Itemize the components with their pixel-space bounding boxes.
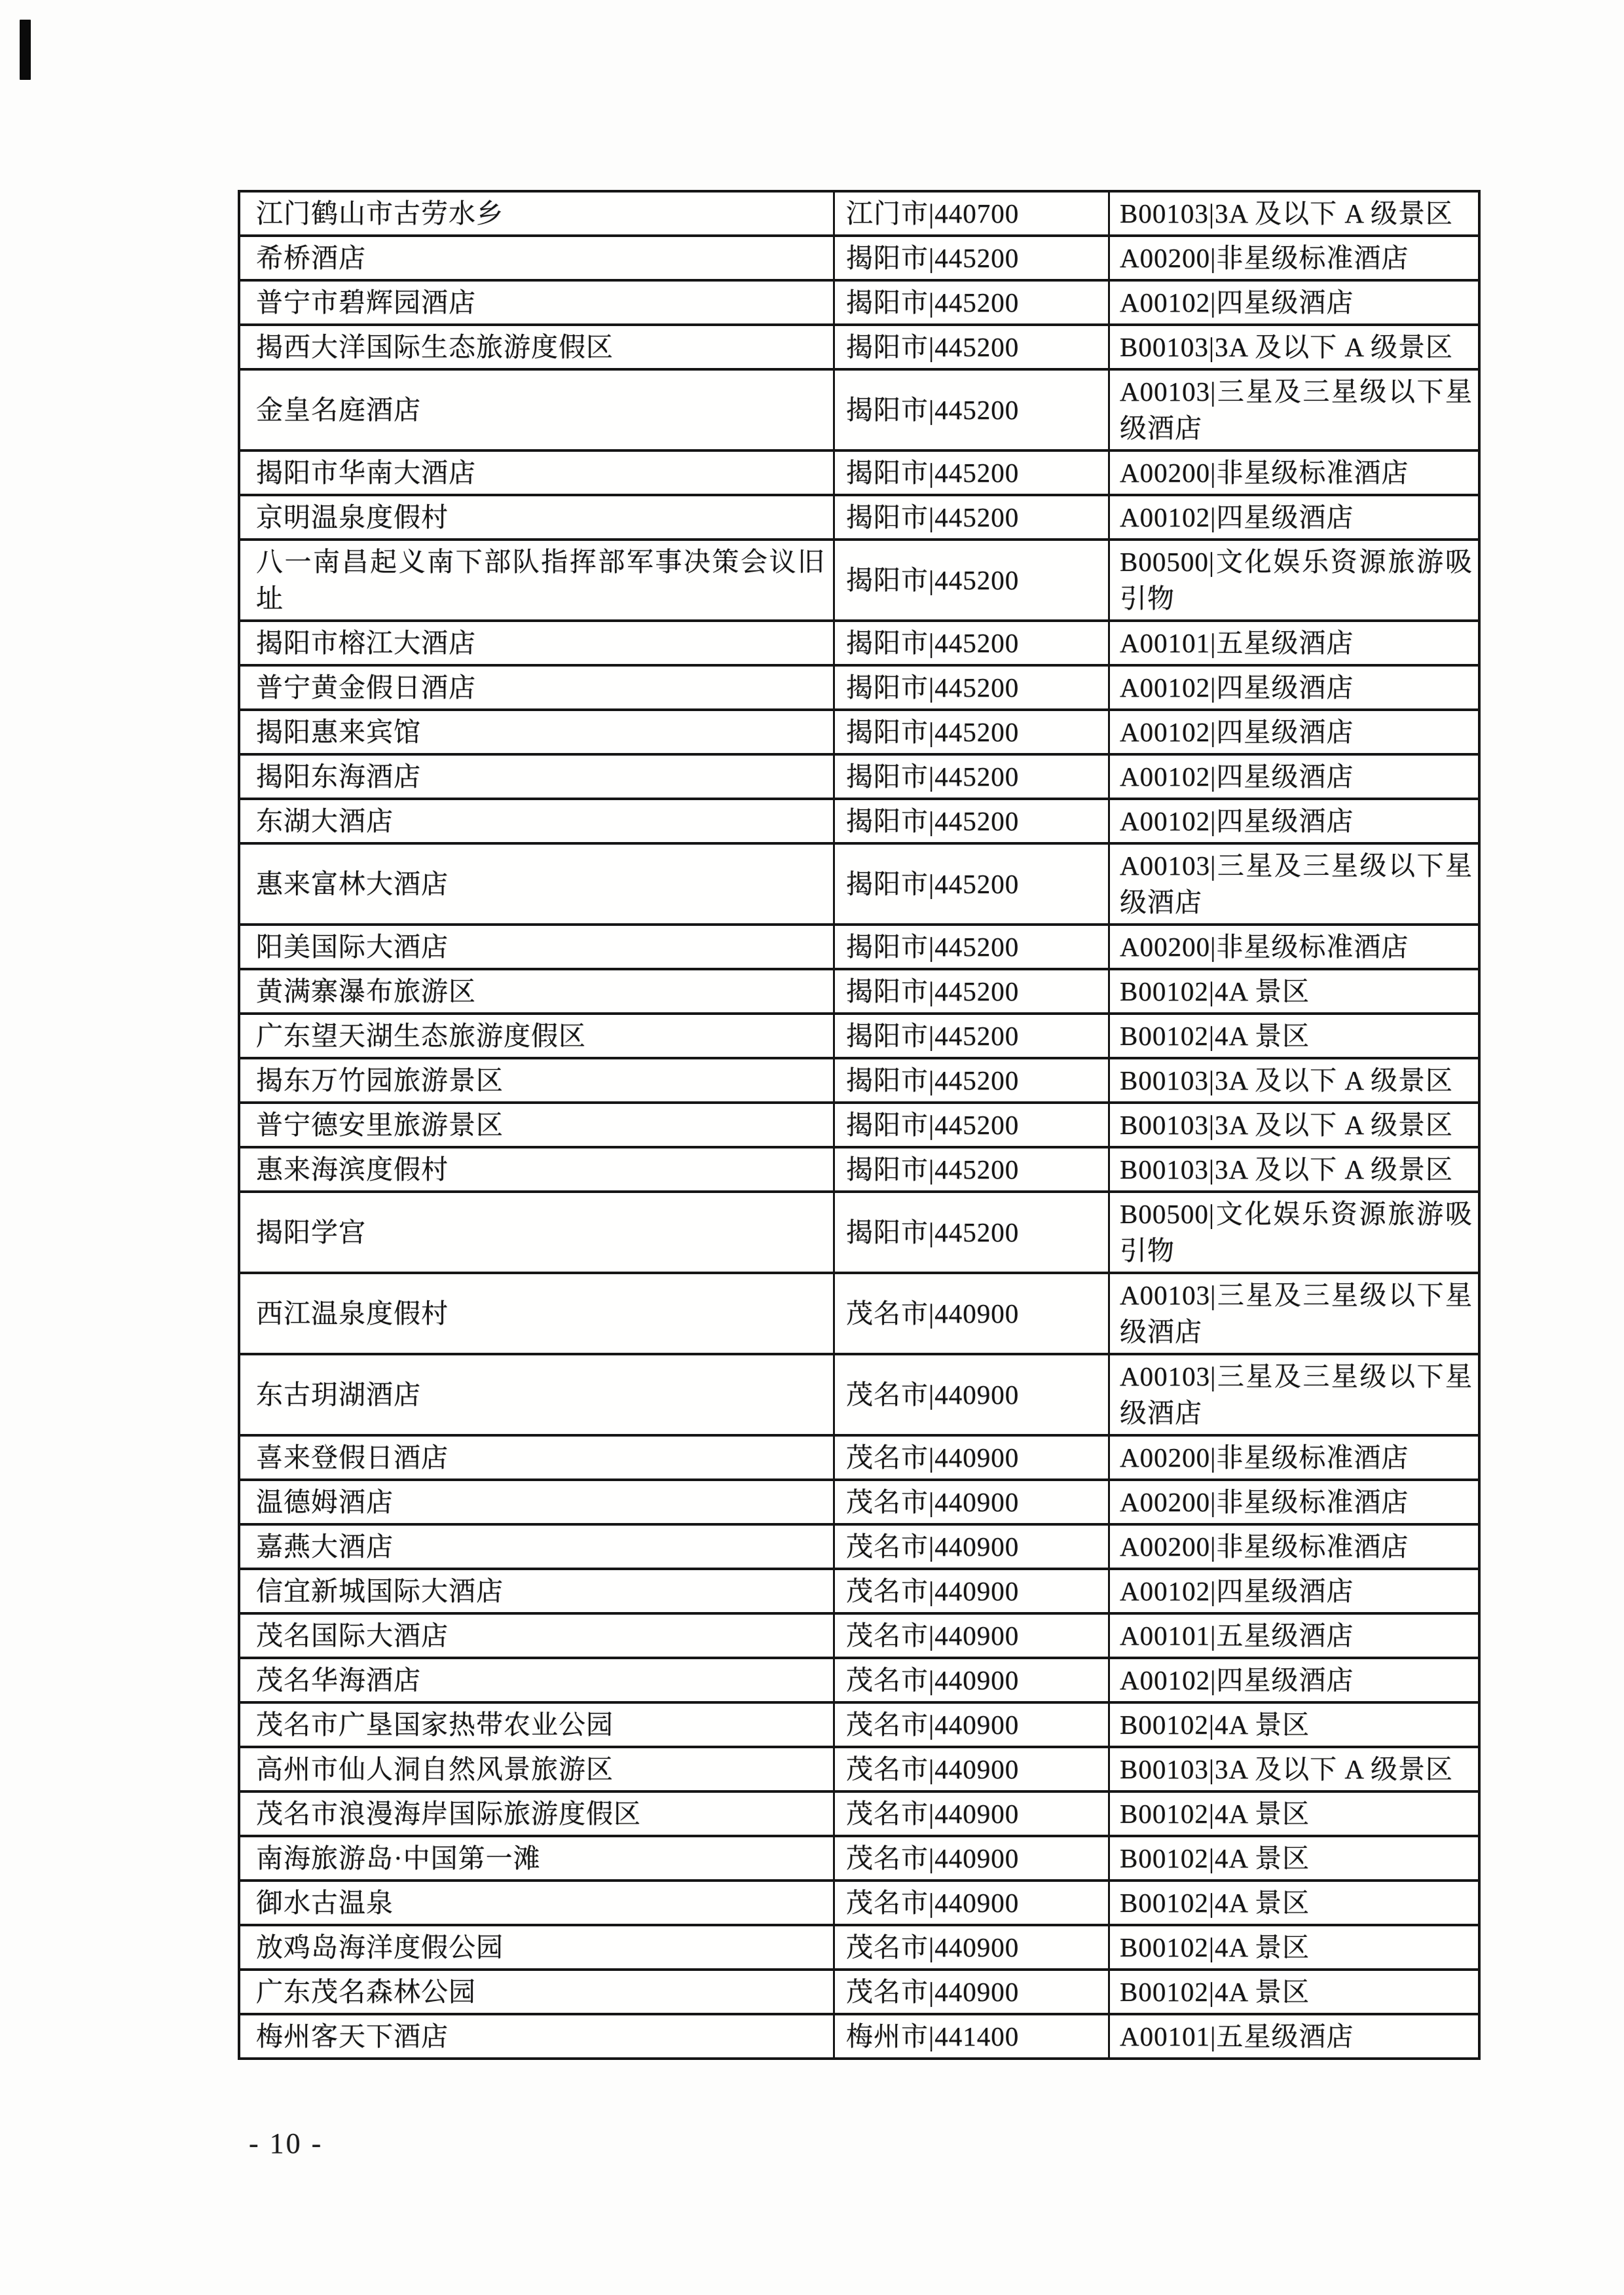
city-cell-text: 揭阳市|445200	[846, 458, 1020, 488]
name-cell	[240, 1882, 833, 1924]
city-cell-text: 茂名市|440900	[846, 1754, 1020, 1784]
city-cell-text: 揭阳市|445200	[846, 1217, 1020, 1247]
category-cell-text: B00102|4A 景区	[1120, 1888, 1310, 1918]
category-cell	[1108, 541, 1478, 619]
category-cell	[1108, 496, 1478, 538]
table-row	[240, 1274, 1478, 1355]
category-cell-text: A00102|四星级酒店	[1120, 672, 1354, 703]
name-cell	[240, 970, 833, 1012]
category-cell	[1108, 326, 1478, 368]
name-cell	[240, 1926, 833, 1968]
city-cell	[833, 1570, 1108, 1612]
name-cell-text: 梅州客天下酒店	[256, 2021, 449, 2051]
name-cell	[240, 1526, 833, 1568]
city-cell-text: 揭阳市|445200	[846, 672, 1020, 703]
category-cell-text: B00102|4A 景区	[1120, 976, 1310, 1006]
city-cell	[833, 1793, 1108, 1835]
scan-artifact-bar	[20, 20, 31, 80]
name-cell-text: 南海旅游岛·中国第一滩	[256, 1843, 541, 1873]
category-cell	[1108, 1437, 1478, 1478]
registry-table	[238, 190, 1481, 2060]
category-cell	[1108, 193, 1478, 234]
table-row	[240, 1615, 1478, 1659]
name-cell	[240, 622, 833, 664]
city-cell	[833, 1481, 1108, 1523]
city-cell	[833, 1148, 1108, 1190]
table-row	[240, 1570, 1478, 1615]
category-cell	[1108, 756, 1478, 798]
city-cell	[833, 1193, 1108, 1272]
city-cell	[833, 282, 1108, 323]
table-row	[240, 1437, 1478, 1481]
category-cell-text: A00102|四星级酒店	[1120, 762, 1354, 792]
name-cell	[240, 800, 833, 842]
category-cell-text: B00500|文化娱乐资源旅游吸引物	[1120, 547, 1473, 614]
category-cell	[1108, 1659, 1478, 1701]
city-cell-text: 茂名市|440900	[846, 1888, 1020, 1918]
name-cell	[240, 756, 833, 798]
city-cell	[833, 1015, 1108, 1057]
category-cell-text: B00102|4A 景区	[1120, 1977, 1310, 2007]
category-cell-text: B00103|3A 及以下 A 级景区	[1120, 1154, 1453, 1184]
city-cell-text: 揭阳市|445200	[846, 502, 1020, 532]
name-cell	[240, 1837, 833, 1879]
category-cell	[1108, 2015, 1478, 2057]
city-cell-text: 揭阳市|445200	[846, 1065, 1020, 1095]
city-cell	[833, 237, 1108, 279]
city-cell	[833, 756, 1108, 798]
city-cell-text: 揭阳市|445200	[846, 806, 1020, 836]
category-cell-text: A00103|三星及三星级以下星级酒店	[1120, 1361, 1473, 1428]
name-cell-text: 普宁黄金假日酒店	[256, 672, 476, 703]
city-cell	[833, 1526, 1108, 1568]
city-cell-text: 茂名市|440900	[846, 1799, 1020, 1829]
city-cell	[833, 1437, 1108, 1478]
category-cell	[1108, 282, 1478, 323]
category-cell-text: A00200|非星级标准酒店	[1120, 1442, 1409, 1473]
table-row	[240, 756, 1478, 800]
name-cell	[240, 1704, 833, 1746]
city-cell-text: 茂名市|440900	[846, 1442, 1020, 1473]
city-cell	[833, 1274, 1108, 1353]
city-cell	[833, 496, 1108, 538]
table-row	[240, 667, 1478, 711]
table-row	[240, 1882, 1478, 1926]
category-cell	[1108, 371, 1478, 449]
city-cell	[833, 1748, 1108, 1790]
table-row	[240, 622, 1478, 667]
city-cell-text: 揭阳市|445200	[846, 565, 1020, 595]
category-cell	[1108, 1526, 1478, 1568]
name-cell-text: 揭阳惠来宾馆	[256, 717, 421, 747]
name-cell	[240, 1481, 833, 1523]
city-cell	[833, 2015, 1108, 2057]
category-cell	[1108, 667, 1478, 708]
city-cell	[833, 1355, 1108, 1434]
city-cell	[833, 1059, 1108, 1101]
table-row	[240, 800, 1478, 845]
city-cell-text: 茂名市|440900	[846, 1710, 1020, 1740]
category-cell-text: A00101|五星级酒店	[1120, 628, 1354, 658]
table-row	[240, 1059, 1478, 1104]
category-cell-text: B00103|3A 及以下 A 级景区	[1120, 332, 1453, 362]
name-cell-text: 普宁德安里旅游景区	[256, 1110, 504, 1140]
city-cell-text: 揭阳市|445200	[846, 395, 1020, 425]
table-row	[240, 711, 1478, 756]
name-cell	[240, 326, 833, 368]
city-cell-text: 揭阳市|445200	[846, 332, 1020, 362]
city-cell	[833, 970, 1108, 1012]
category-cell-text: A00200|非星级标准酒店	[1120, 458, 1409, 488]
city-cell	[833, 193, 1108, 234]
table-row	[240, 1481, 1478, 1526]
name-cell-text: 御水古温泉	[256, 1888, 394, 1918]
category-cell-text: B00102|4A 景区	[1120, 1843, 1310, 1873]
city-cell	[833, 800, 1108, 842]
city-cell	[833, 1971, 1108, 2013]
category-cell	[1108, 1355, 1478, 1434]
category-cell	[1108, 800, 1478, 842]
name-cell-text: 茂名市广垦国家热带农业公园	[256, 1710, 614, 1740]
name-cell-text: 喜来登假日酒店	[256, 1442, 449, 1473]
name-cell	[240, 1793, 833, 1835]
city-cell-text: 揭阳市|445200	[846, 932, 1020, 962]
table-row	[240, 193, 1478, 237]
city-cell-text: 揭阳市|445200	[846, 628, 1020, 658]
table-row	[240, 1748, 1478, 1793]
name-cell	[240, 1971, 833, 2013]
category-cell-text: A00102|四星级酒店	[1120, 1665, 1354, 1695]
table-row	[240, 282, 1478, 326]
city-cell	[833, 845, 1108, 923]
category-cell	[1108, 845, 1478, 923]
category-cell	[1108, 1148, 1478, 1190]
category-cell	[1108, 926, 1478, 968]
name-cell-text: 阳美国际大酒店	[256, 932, 449, 962]
city-cell-text: 揭阳市|445200	[846, 762, 1020, 792]
name-cell	[240, 1615, 833, 1657]
category-cell-text: A00102|四星级酒店	[1120, 806, 1354, 836]
name-cell-text: 惠来富林大酒店	[256, 869, 449, 899]
city-cell-text: 揭阳市|445200	[846, 869, 1020, 899]
table-row	[240, 541, 1478, 622]
name-cell	[240, 1059, 833, 1101]
name-cell	[240, 371, 833, 449]
name-cell-text: 揭阳东海酒店	[256, 762, 421, 792]
city-cell	[833, 1659, 1108, 1701]
name-cell-text: 放鸡岛海洋度假公园	[256, 1932, 504, 1962]
name-cell-text: 揭东万竹园旅游景区	[256, 1065, 504, 1095]
category-cell	[1108, 1748, 1478, 1790]
page-number: - 10 -	[249, 2127, 323, 2159]
name-cell-text: 江门鹤山市古劳水乡	[256, 198, 504, 229]
city-cell	[833, 1926, 1108, 1968]
city-cell	[833, 926, 1108, 968]
table-row	[240, 1526, 1478, 1570]
category-cell-text: B00103|3A 及以下 A 级景区	[1120, 1065, 1453, 1095]
name-cell-text: 普宁市碧辉园酒店	[256, 287, 476, 318]
city-cell	[833, 1104, 1108, 1146]
city-cell-text: 梅州市|441400	[846, 2021, 1020, 2051]
category-cell-text: B00103|3A 及以下 A 级景区	[1120, 1110, 1453, 1140]
city-cell	[833, 622, 1108, 664]
city-cell-text: 茂名市|440900	[846, 1380, 1020, 1410]
category-cell	[1108, 1882, 1478, 1924]
city-cell-text: 揭阳市|445200	[846, 1110, 1020, 1140]
name-cell-text: 京明温泉度假村	[256, 502, 449, 532]
city-cell-text: 茂名市|440900	[846, 1298, 1020, 1329]
city-cell	[833, 1882, 1108, 1924]
city-cell-text: 江门市|440700	[846, 198, 1020, 229]
city-cell	[833, 326, 1108, 368]
category-cell	[1108, 1793, 1478, 1835]
city-cell-text: 茂名市|440900	[846, 1532, 1020, 1562]
category-cell	[1108, 1104, 1478, 1146]
category-cell	[1108, 1193, 1478, 1272]
city-cell	[833, 452, 1108, 494]
table-row	[240, 1104, 1478, 1148]
category-cell	[1108, 1926, 1478, 1968]
category-cell	[1108, 1059, 1478, 1101]
name-cell-text: 茂名市浪漫海岸国际旅游度假区	[256, 1799, 641, 1829]
name-cell-text: 茂名国际大酒店	[256, 1621, 449, 1651]
table-row	[240, 1971, 1478, 2015]
name-cell	[240, 1659, 833, 1701]
name-cell-text: 东古玥湖酒店	[256, 1380, 421, 1410]
name-cell	[240, 1274, 833, 1353]
category-cell-text: B00103|3A 及以下 A 级景区	[1120, 198, 1453, 229]
city-cell	[833, 1615, 1108, 1657]
city-cell-text: 揭阳市|445200	[846, 1021, 1020, 1051]
category-cell-text: B00102|4A 景区	[1120, 1021, 1310, 1051]
name-cell-text: 揭阳市榕江大酒店	[256, 628, 476, 658]
category-cell	[1108, 622, 1478, 664]
name-cell-text: 揭阳市华南大酒店	[256, 458, 476, 488]
city-cell	[833, 541, 1108, 619]
name-cell	[240, 2015, 833, 2057]
category-cell	[1108, 1615, 1478, 1657]
category-cell-text: A00200|非星级标准酒店	[1120, 243, 1409, 273]
name-cell	[240, 1437, 833, 1478]
city-cell-text: 茂名市|440900	[846, 1932, 1020, 1962]
name-cell	[240, 237, 833, 279]
table-row	[240, 926, 1478, 970]
name-cell	[240, 711, 833, 753]
table-row	[240, 1015, 1478, 1059]
city-cell-text: 茂名市|440900	[846, 1665, 1020, 1695]
category-cell-text: A00102|四星级酒店	[1120, 1576, 1354, 1606]
name-cell	[240, 1570, 833, 1612]
name-cell	[240, 1104, 833, 1146]
category-cell-text: A00102|四星级酒店	[1120, 502, 1354, 532]
category-cell-text: A00102|四星级酒店	[1120, 287, 1354, 318]
table-row	[240, 970, 1478, 1015]
name-cell	[240, 1193, 833, 1272]
category-cell-text: A00103|三星及三星级以下星级酒店	[1120, 1280, 1473, 1347]
name-cell-text: 广东茂名森林公园	[256, 1977, 476, 2007]
table-row	[240, 1659, 1478, 1704]
table-row	[240, 1926, 1478, 1971]
name-cell-text: 惠来海滨度假村	[256, 1154, 449, 1184]
category-cell	[1108, 1971, 1478, 2013]
category-cell	[1108, 1837, 1478, 1879]
category-cell-text: A00200|非星级标准酒店	[1120, 932, 1409, 962]
name-cell	[240, 496, 833, 538]
table-row	[240, 1193, 1478, 1274]
category-cell	[1108, 1704, 1478, 1746]
table-row	[240, 1148, 1478, 1193]
table-row	[240, 496, 1478, 541]
city-cell-text: 揭阳市|445200	[846, 243, 1020, 273]
name-cell-text: 茂名华海酒店	[256, 1665, 421, 1695]
name-cell	[240, 282, 833, 323]
table-row	[240, 371, 1478, 452]
name-cell	[240, 193, 833, 234]
category-cell	[1108, 1274, 1478, 1353]
table-row	[240, 237, 1478, 282]
city-cell	[833, 1704, 1108, 1746]
city-cell	[833, 371, 1108, 449]
name-cell	[240, 1015, 833, 1057]
table-row	[240, 845, 1478, 926]
name-cell-text: 高州市仙人洞自然风景旅游区	[256, 1754, 614, 1784]
name-cell-text: 黄满寨瀑布旅游区	[256, 976, 476, 1006]
category-cell-text: A00200|非星级标准酒店	[1120, 1487, 1409, 1517]
name-cell	[240, 845, 833, 923]
name-cell-text: 广东望天湖生态旅游度假区	[256, 1021, 586, 1051]
name-cell-text: 信宜新城国际大酒店	[256, 1576, 504, 1606]
city-cell	[833, 711, 1108, 753]
city-cell	[833, 1837, 1108, 1879]
category-cell	[1108, 452, 1478, 494]
table-row	[240, 1793, 1478, 1837]
category-cell-text: A00103|三星及三星级以下星级酒店	[1120, 376, 1473, 443]
name-cell	[240, 452, 833, 494]
category-cell	[1108, 1481, 1478, 1523]
name-cell	[240, 1748, 833, 1790]
name-cell-text: 东湖大酒店	[256, 806, 394, 836]
name-cell	[240, 1148, 833, 1190]
category-cell-text: B00102|4A 景区	[1120, 1932, 1310, 1962]
category-cell	[1108, 1570, 1478, 1612]
category-cell-text: A00103|三星及三星级以下星级酒店	[1120, 851, 1473, 917]
city-cell-text: 茂名市|440900	[846, 1977, 1020, 2007]
city-cell	[833, 667, 1108, 708]
name-cell-text: 希桥酒店	[256, 243, 366, 273]
table-row	[240, 1837, 1478, 1882]
table-row	[240, 1704, 1478, 1748]
name-cell	[240, 926, 833, 968]
name-cell-text: 八一南昌起义南下部队指挥部军事决策会议旧址	[256, 547, 825, 614]
name-cell	[240, 1355, 833, 1434]
category-cell-text: B00103|3A 及以下 A 级景区	[1120, 1754, 1453, 1784]
category-cell-text: A00101|五星级酒店	[1120, 1621, 1354, 1651]
city-cell-text: 茂名市|440900	[846, 1576, 1020, 1606]
category-cell	[1108, 237, 1478, 279]
table-row	[240, 452, 1478, 496]
name-cell-text: 温德姆酒店	[256, 1487, 394, 1517]
city-cell-text: 茂名市|440900	[846, 1487, 1020, 1517]
category-cell-text: B00102|4A 景区	[1120, 1710, 1310, 1740]
city-cell-text: 揭阳市|445200	[846, 1154, 1020, 1184]
name-cell-text: 嘉燕大酒店	[256, 1532, 394, 1562]
name-cell-text: 揭西大洋国际生态旅游度假区	[256, 332, 614, 362]
category-cell-text: B00102|4A 景区	[1120, 1799, 1310, 1829]
category-cell-text: B00500|文化娱乐资源旅游吸引物	[1120, 1199, 1473, 1266]
category-cell-text: A00101|五星级酒店	[1120, 2021, 1354, 2051]
name-cell	[240, 541, 833, 619]
name-cell-text: 揭阳学宫	[256, 1217, 366, 1247]
name-cell	[240, 667, 833, 708]
table-row	[240, 326, 1478, 371]
name-cell-text: 西江温泉度假村	[256, 1298, 449, 1329]
category-cell-text: A00102|四星级酒店	[1120, 717, 1354, 747]
city-cell-text: 揭阳市|445200	[846, 287, 1020, 318]
city-cell-text: 揭阳市|445200	[846, 717, 1020, 747]
name-cell-text: 金皇名庭酒店	[256, 395, 421, 425]
category-cell-text: A00200|非星级标准酒店	[1120, 1532, 1409, 1562]
city-cell-text: 揭阳市|445200	[846, 976, 1020, 1006]
city-cell-text: 茂名市|440900	[846, 1843, 1020, 1873]
category-cell	[1108, 970, 1478, 1012]
table-row	[240, 1355, 1478, 1437]
table-row	[240, 2015, 1478, 2057]
category-cell	[1108, 711, 1478, 753]
category-cell	[1108, 1015, 1478, 1057]
city-cell-text: 茂名市|440900	[846, 1621, 1020, 1651]
